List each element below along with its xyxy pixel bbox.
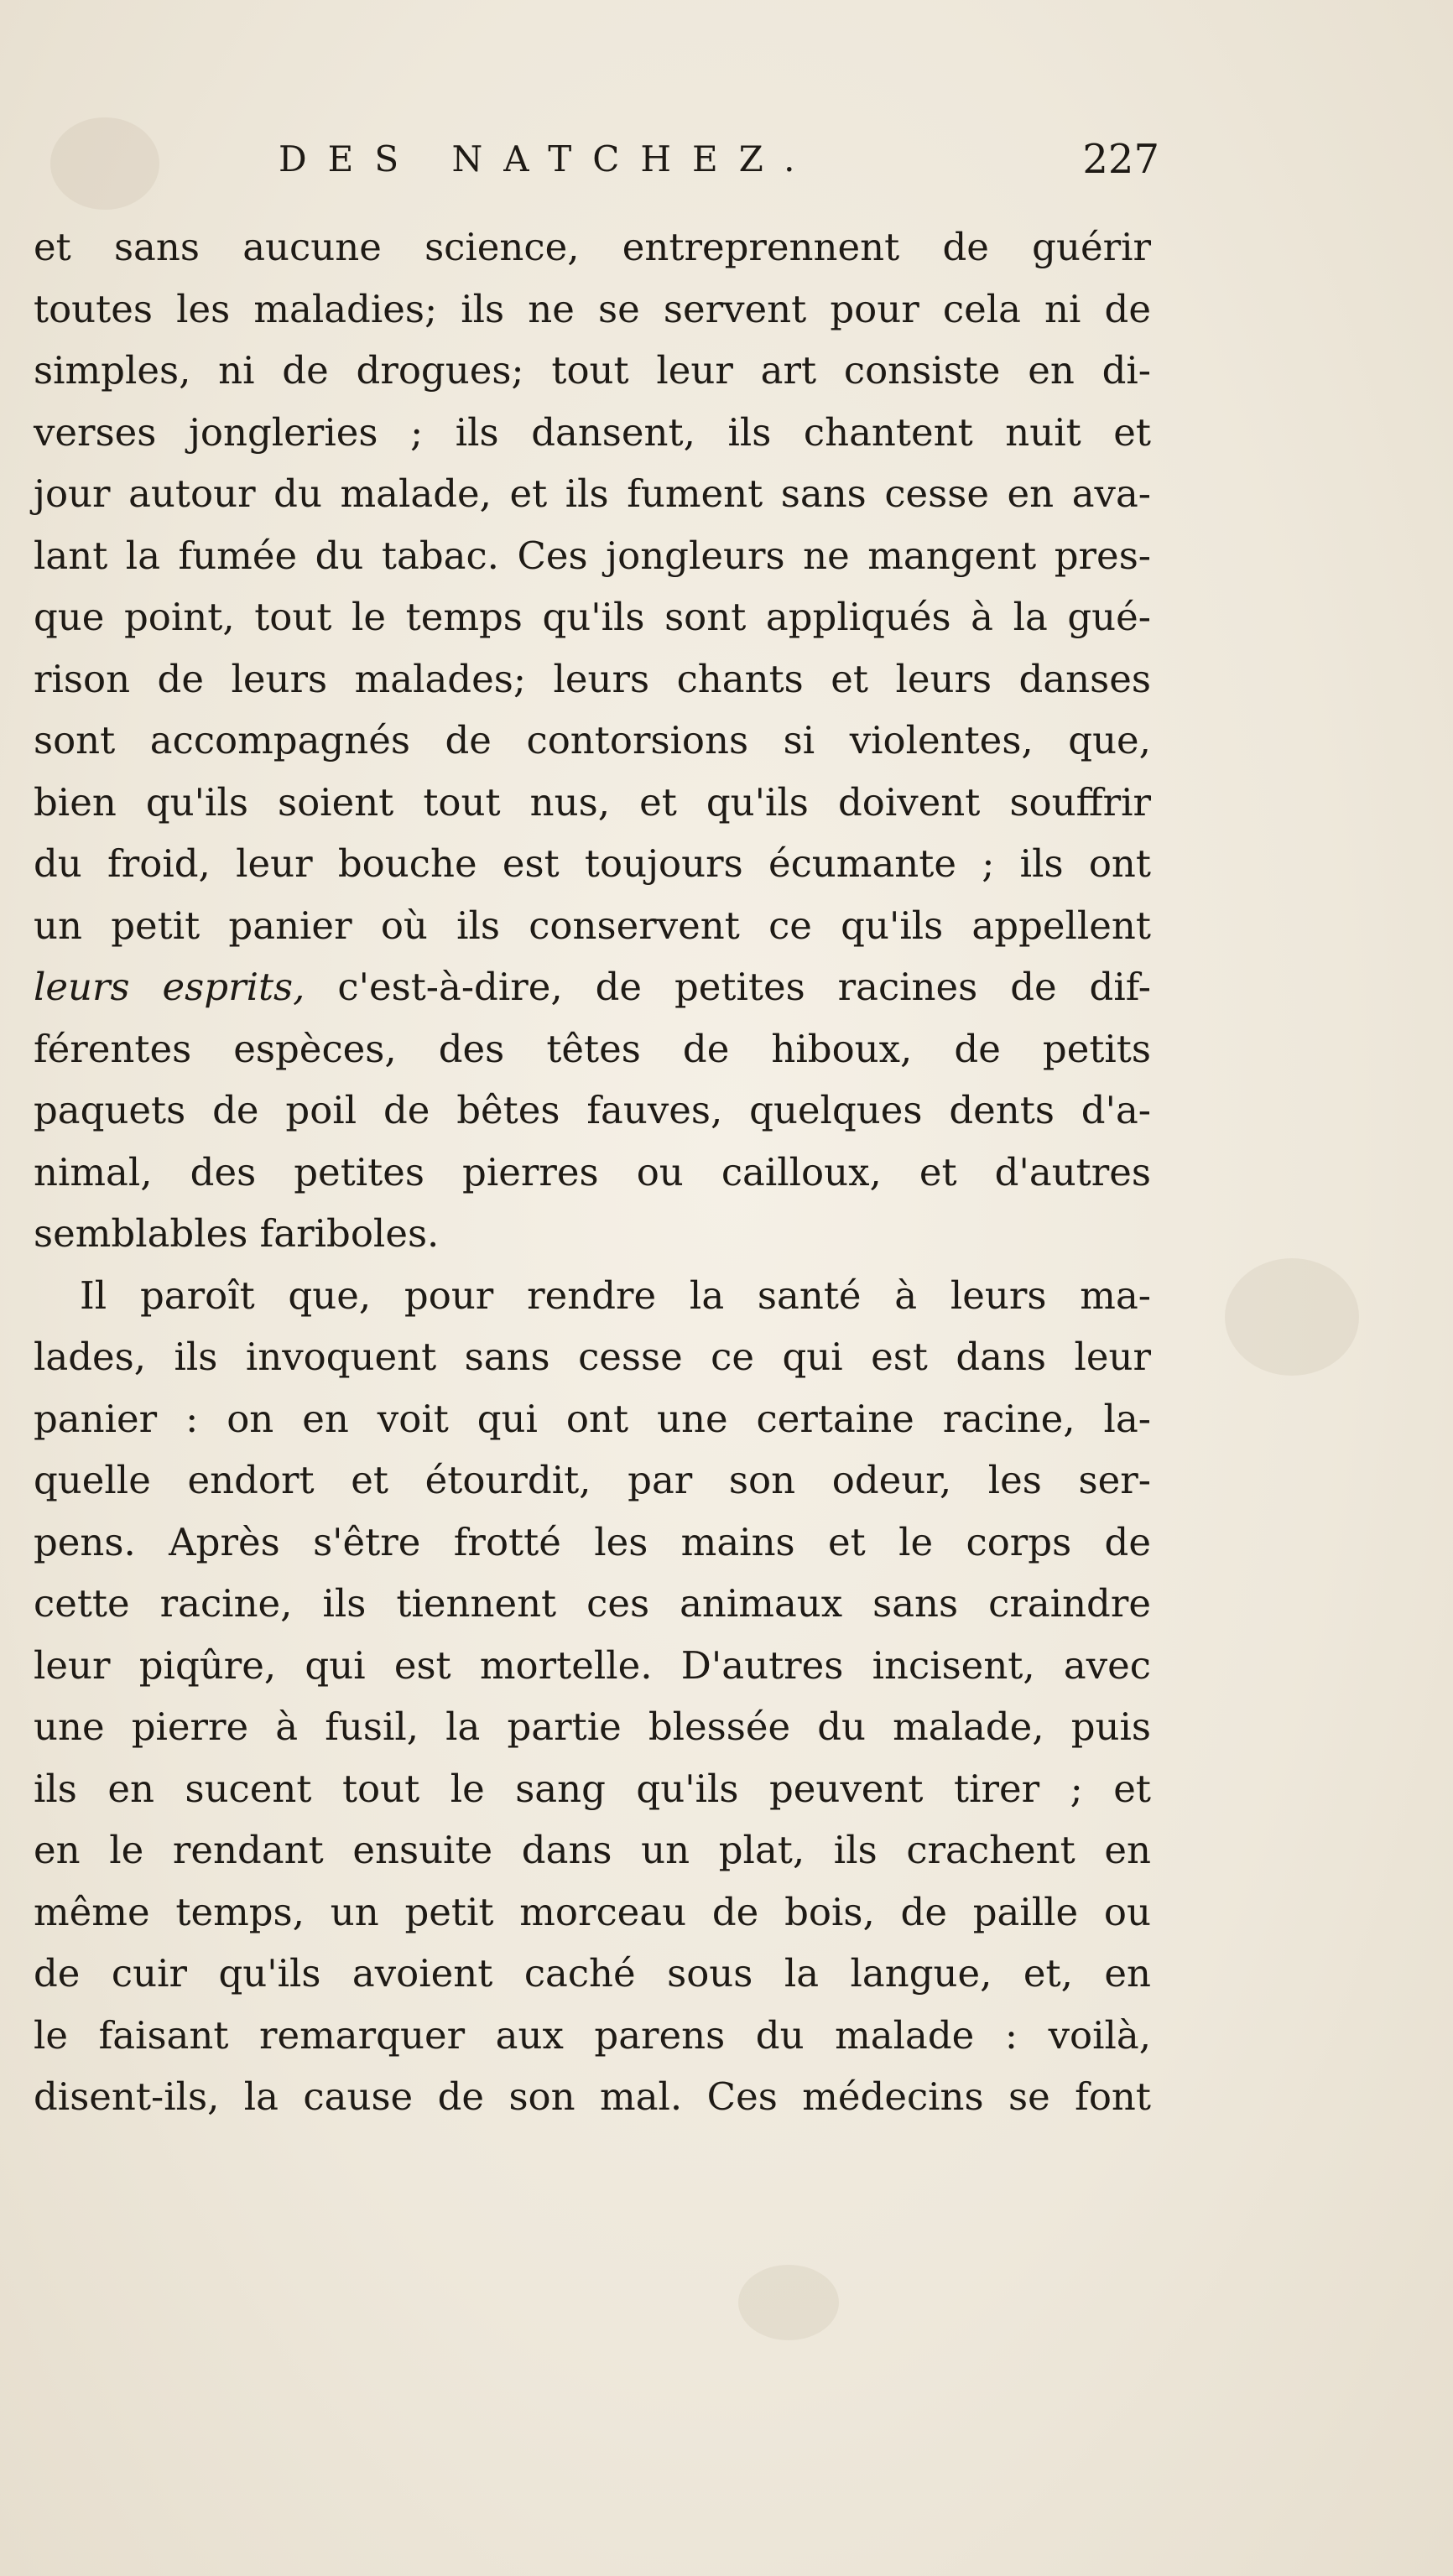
italic-phrase: leurs esprits, bbox=[34, 965, 305, 1009]
text-line: cette racine, ils tiennent ces animaux sans craindre bbox=[34, 1581, 1151, 1626]
paper-stain bbox=[738, 2265, 839, 2340]
text-line: paquets de poil de bêtes fauves, quelques dents d'a- bbox=[34, 1088, 1151, 1132]
text-line: simples, ni de drogues; tout leur art consiste en di- bbox=[34, 348, 1151, 393]
page-header bbox=[279, 126, 1159, 193]
text-line: une pierre à fusil, la partie blessée du malade, puis bbox=[34, 1704, 1151, 1749]
text-line: lant la fumée du tabac. Ces jongleurs ne mangent pres- bbox=[34, 533, 1151, 578]
text-line: bien qu'ils soient tout nus, et qu'ils doivent souffrir bbox=[34, 779, 1151, 825]
text-line bbox=[34, 956, 1151, 1018]
text-line: semblables fariboles. bbox=[34, 1211, 440, 1256]
text-line: ils en sucent tout le sang qu'ils peuvent tirer ; et bbox=[34, 1766, 1151, 1811]
text-line: même temps, un petit morceau de bois, de paille ou bbox=[34, 1889, 1151, 1934]
text-line: lades, ils invoquent sans cesse ce qui est dans leur bbox=[34, 1335, 1151, 1379]
paragraph bbox=[0, 216, 1453, 1265]
text-line: toutes les maladies; ils ne se servent pour cela ni de bbox=[34, 286, 1151, 331]
text-line: un petit panier où ils conservent ce qu'ils appellent bbox=[34, 903, 1151, 948]
running-head: DES NATCHEZ. bbox=[279, 138, 816, 180]
page-number: 227 bbox=[1082, 136, 1159, 183]
text-line: jour autour du malade, et ils fument sans cesse en ava- bbox=[34, 471, 1151, 516]
text-line: leur piqûre, qui est mortelle. D'autres incisent, avec bbox=[34, 1642, 1151, 1688]
text-line: disent-ils, la cause de son mal. Ces médecins se font bbox=[34, 2074, 1151, 2119]
text-line: Il paroît que, pour rendre la santé à leurs ma- bbox=[80, 1272, 1151, 1318]
text-line: de cuir qu'ils avoient caché sous la langue, et, en bbox=[34, 1951, 1151, 1996]
text-line: rison de leurs malades; leurs chants et leurs danses bbox=[34, 656, 1151, 701]
text-line: pens. Après s'être frotté les mains et le corps de bbox=[34, 1519, 1151, 1564]
text-line: que point, tout le temps qu'ils sont appliqués à la gué- bbox=[34, 595, 1151, 639]
paragraph bbox=[0, 1265, 1453, 2128]
text-line: sont accompagnés de contorsions si violentes, que, bbox=[34, 718, 1151, 762]
text-line: le faisant remarquer aux parens du malade : voilà, bbox=[34, 2012, 1151, 2058]
text-line: verses jongleries ; ils dansent, ils chantent nuit et bbox=[34, 409, 1151, 455]
text-line: et sans aucune science, entreprennent de guérir bbox=[34, 225, 1151, 269]
text-line: quelle endort et étourdit, par son odeur, les ser- bbox=[34, 1458, 1151, 1502]
text-line: férentes espèces, des têtes de hiboux, de petits bbox=[34, 1026, 1151, 1071]
text-line: panier : on en voit qui ont une certaine racine, la- bbox=[34, 1396, 1151, 1441]
body-text bbox=[0, 216, 1453, 2128]
line-text: c'est-à-dire, de petites racines de dif- bbox=[305, 965, 1152, 1009]
text-line: du froid, leur bouche est toujours écumante ; ils ont bbox=[34, 841, 1151, 886]
text-line: nimal, des petites pierres ou cailloux, et d'autres bbox=[34, 1149, 1151, 1194]
paper-stain bbox=[50, 117, 159, 210]
text-line: en le rendant ensuite dans un plat, ils crachent en bbox=[34, 1828, 1151, 1872]
